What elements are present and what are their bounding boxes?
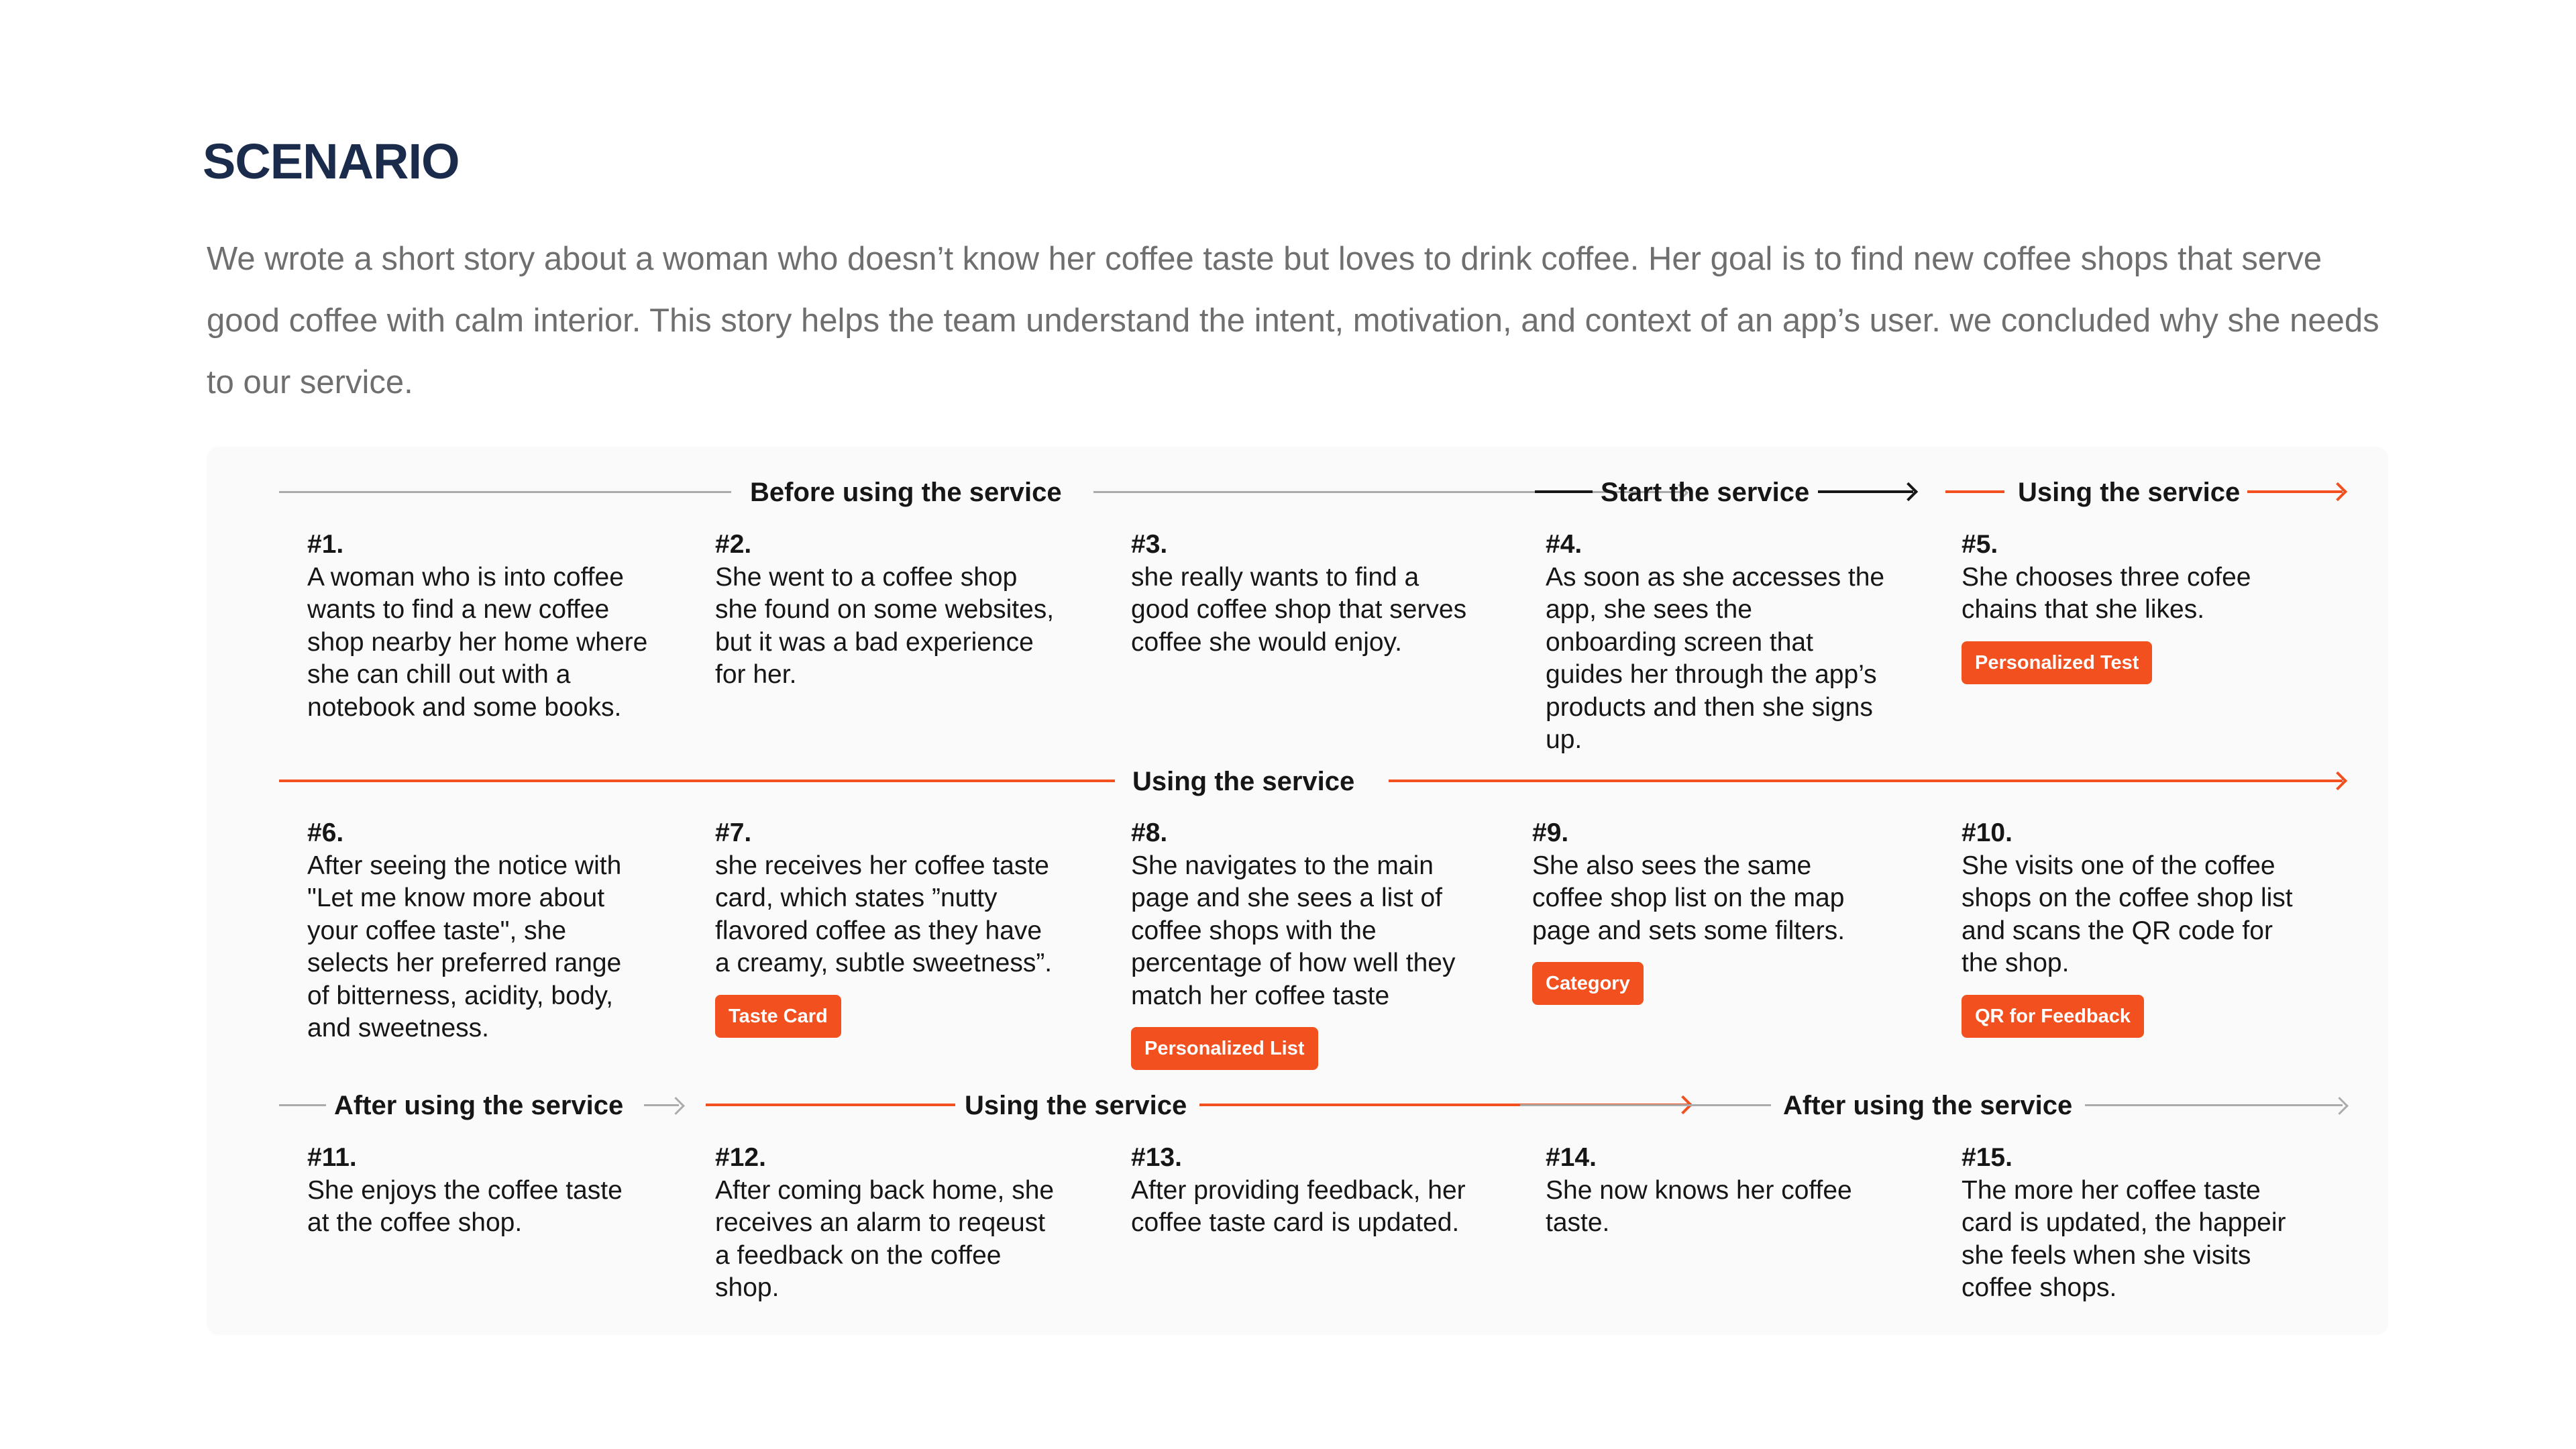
scenario-panel: [207, 447, 2388, 1335]
step-text: As soon as she accesses the app, she sees the onboarding screen that guides her through the app’s products and then she signs up.: [1546, 562, 1885, 754]
scenario-step-8: [1131, 817, 1473, 1070]
step-number: #2.: [715, 530, 752, 559]
step-text: She chooses three cofee chains that she likes.: [1962, 562, 2251, 624]
scenario-step-15: [1962, 1142, 2304, 1305]
scenario-step-14: [1546, 1142, 1888, 1240]
step-number: #13.: [1131, 1143, 1182, 1172]
phase-label-before: Before using the service: [750, 478, 1062, 507]
step-text: she really wants to find a good coffee shop that serves coffee she would enjoy.: [1131, 562, 1467, 657]
timeline-line: [1389, 780, 2343, 782]
timeline-line: [279, 1104, 326, 1106]
page-title: SCENARIO: [203, 133, 460, 189]
scenario-step-12: [715, 1142, 1057, 1305]
feature-tag: Taste Card: [715, 995, 841, 1038]
step-text: She navigates to the main page and she sees a list of coffee shops with the percentage of how well they match her coffee taste: [1131, 851, 1456, 1010]
step-text: A woman who is into coffee wants to find a new coffee shop nearby her home where she can chill out with a notebook and some books.: [307, 562, 648, 722]
timeline-line: [1520, 1104, 1771, 1106]
scenario-step-13: [1131, 1142, 1473, 1240]
step-number: #6.: [307, 818, 344, 847]
timeline-line: [279, 491, 731, 493]
timeline-line: [1093, 491, 1682, 493]
feature-tag: Personalized Test: [1962, 641, 2152, 684]
scenario-step-3: [1131, 529, 1473, 659]
step-number: #8.: [1131, 818, 1168, 847]
timeline-line: [1945, 490, 2004, 493]
scenario-step-9: [1532, 817, 1874, 1005]
scenario-step-10: [1962, 817, 2304, 1038]
step-number: #10.: [1962, 818, 2012, 847]
scenario-step-2: [715, 529, 1057, 692]
arrow-right-icon: [2330, 1097, 2349, 1115]
timeline-line: [2085, 1104, 2343, 1106]
step-number: #12.: [715, 1143, 766, 1172]
scenario-step-7: [715, 817, 1057, 1038]
arrow-right-icon: [1899, 482, 1918, 501]
scenario-step-1: [307, 529, 649, 724]
step-number: #1.: [307, 530, 344, 559]
step-number: #14.: [1546, 1143, 1597, 1172]
step-text: She enjoys the coffee taste at the coffee shop.: [307, 1175, 623, 1237]
step-text: She went to a coffee shop she found on some websites, but it was a bad experience for her.: [715, 562, 1055, 689]
step-number: #11.: [307, 1143, 357, 1172]
step-text: She visits one of the coffee shops on the coffee shop list and scans the QR code for the shop.: [1962, 851, 2293, 977]
step-number: #3.: [1131, 530, 1168, 559]
scenario-step-4: [1546, 529, 1888, 757]
feature-tag: QR for Feedback: [1962, 995, 2144, 1038]
phase-label-using: Using the service: [2018, 478, 2241, 507]
arrow-right-icon: [2328, 482, 2347, 501]
phase-label-start: Start the service: [1601, 478, 1810, 507]
phase-label-after: After using the service: [334, 1091, 624, 1120]
step-text: She also sees the same coffee shop list on the map page and sets some filters.: [1532, 851, 1845, 945]
intro-paragraph: We wrote a short story about a woman who doesn’t know her coffee taste but loves to drink coffee. Her goal is to find new coffee shops that serve good coffee with calm interior. This story helps the team understand the intent, motivation, and context of an app’s user. we concluded why she needs to our service.: [207, 241, 2379, 400]
step-text: After coming back home, she receives an alarm to reqeust a feedback on the coffee shop.: [715, 1175, 1055, 1302]
step-number: #4.: [1546, 530, 1582, 559]
feature-tag: Personalized List: [1131, 1027, 1318, 1070]
step-number: #15.: [1962, 1143, 2012, 1172]
step-text: She now knows her coffee taste.: [1546, 1175, 1852, 1237]
step-text: The more her coffee taste card is updated, the happeir she feels when she visits coffee shops.: [1962, 1175, 2286, 1302]
timeline-line: [706, 1104, 955, 1106]
phase-label-after: After using the service: [1783, 1091, 2073, 1120]
scenario-step-11: [307, 1142, 649, 1240]
phase-label-using: Using the service: [1132, 767, 1355, 796]
step-text: she receives her coffee taste card, which states ”nutty flavored coffee as they have a creamy, subtle sweetness”.: [715, 851, 1053, 977]
step-number: #9.: [1532, 818, 1569, 847]
arrow-right-icon: [2328, 771, 2347, 790]
arrow-right-icon: [667, 1097, 685, 1115]
scenario-step-5: [1962, 529, 2304, 684]
step-text: After seeing the notice with "Let me know more about your coffee taste", she selects her preferred range of bitterness, acidity, body, and sweetness.: [307, 851, 622, 1042]
step-number: #7.: [715, 818, 752, 847]
scenario-step-6: [307, 817, 649, 1045]
timeline-line: [279, 780, 1115, 782]
phase-label-using: Using the service: [965, 1091, 1187, 1120]
feature-tag: Category: [1532, 962, 1644, 1005]
step-number: #5.: [1962, 530, 1998, 559]
timeline-line: [1535, 490, 1593, 493]
step-text: After providing feedback, her coffee taste card is updated.: [1131, 1175, 1466, 1237]
